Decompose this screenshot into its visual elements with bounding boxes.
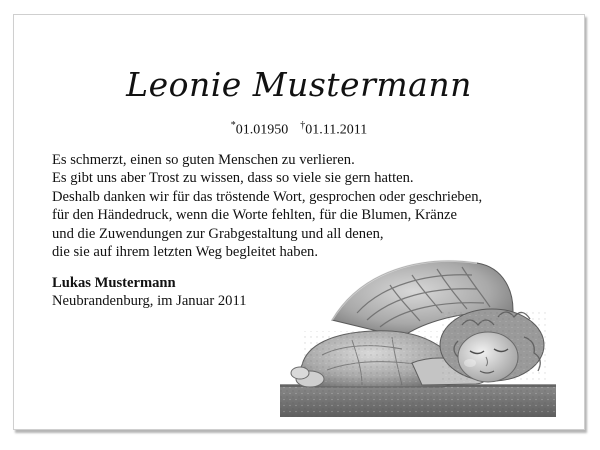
- obituary-card: [13, 14, 585, 430]
- birth-symbol: *: [230, 120, 236, 131]
- text-line: Deshalb danken wir für das tröstende Wort, gesprochen oder geschrieben,: [52, 188, 483, 205]
- signature-name: Lukas Mustermann: [52, 275, 176, 291]
- place-and-date: Neubrandenburg, im Januar 2011: [52, 293, 247, 310]
- text-line: für den Händedruck, wenn die Worte fehlten, für die Blumen, Kränze: [52, 207, 458, 224]
- text-line: Es schmerzt, einen so guten Menschen zu verlieren.: [52, 152, 355, 168]
- deceased-name: Leonie Mustermann: [126, 65, 472, 104]
- sleeping-angel-image: [262, 245, 556, 417]
- text-line: Es gibt uns aber Trost zu wissen, dass so viele sie gern hatten.: [52, 170, 414, 187]
- text-line: die sie auf ihrem letzten Weg begleitet haben.: [52, 244, 319, 261]
- life-dates: [14, 120, 584, 139]
- signature-block: [52, 274, 247, 311]
- death-symbol: †: [300, 120, 306, 131]
- text-line: und die Zuwendungen zur Grabgestaltung und all denen,: [52, 225, 384, 242]
- birth-date: 01.01950: [235, 122, 289, 138]
- death-date: 01.11.2011: [305, 122, 368, 138]
